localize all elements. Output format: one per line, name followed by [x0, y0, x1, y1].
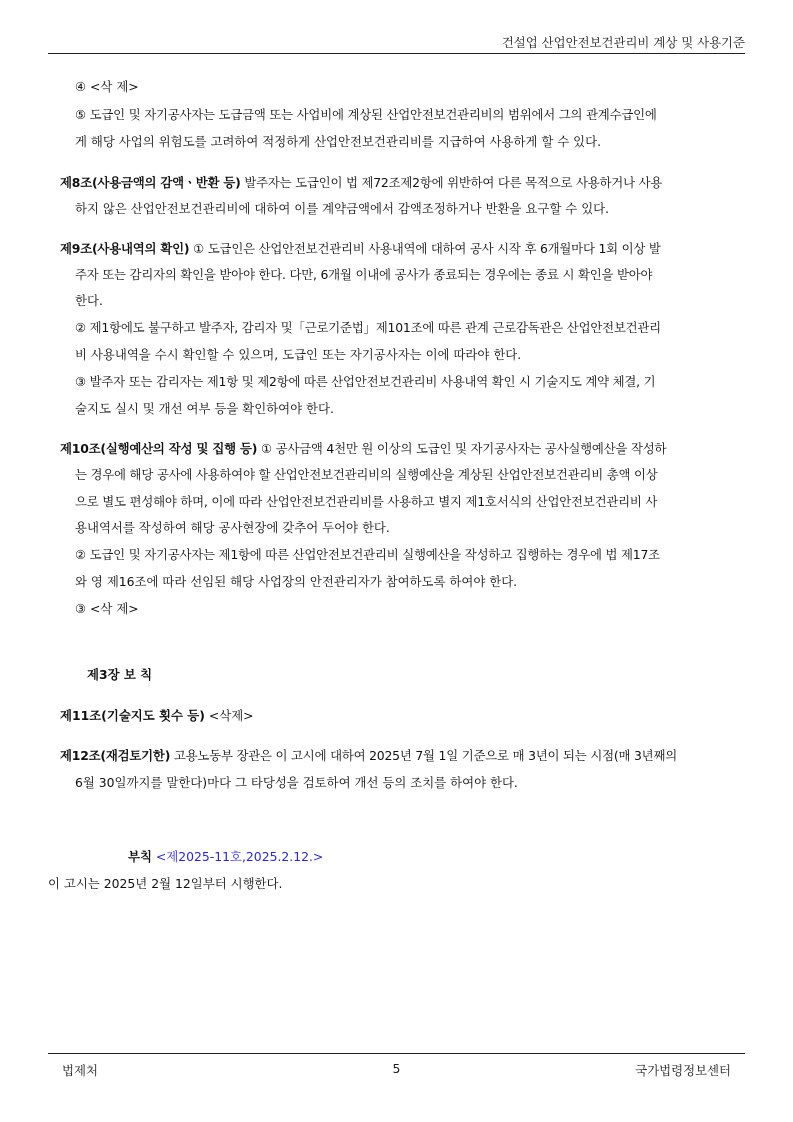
article8-text: 발주자는 도급인이 법 제72조제2항에 위반하여 다른 목적으로 사용하거나 사용 [240, 175, 663, 190]
article10-para2-line1: ② 도급인 및 자기공사자는 제1항에 따른 산업안전보건관리비 실행예산을 작성하고 집행하는 경우에 법 제17조 [75, 547, 660, 562]
article9-para2-line2: 비 사용내역을 수시 확인할 수 있으며, 도급인 또는 자기공사자는 이에 따라야 한다. [75, 347, 522, 362]
article8-line1 [60, 174, 662, 192]
article9-line2: 주자 또는 감리자의 확인을 받아야 한다. 다만, 6개월 이내에 공사가 종료되는 경우에는 종료 시 확인을 받아야 [75, 267, 653, 282]
article10-title: 제10조(실행예산의 작성 및 집행 등) [60, 441, 258, 456]
article8-title: 제8조(사용금액의 감액ㆍ반환 등) [60, 175, 241, 190]
article10-line4: 용내역서를 작성하여 해당 공사현장에 갖추어 두어야 한다. [75, 520, 390, 535]
article7-item5-line2: 게 해당 사업의 위험도를 고려하여 적정하게 산업안전보건관리비를 지급하여 사용하게 할 수 있다. [75, 134, 602, 149]
article12-line1 [60, 747, 677, 765]
document-title: 건설업 산업안전보건관리비 계상 및 사용기준 [501, 35, 745, 50]
footer-source: 법제처 [62, 1063, 98, 1078]
article9-line1 [60, 240, 661, 258]
article9-line3: 한다. [75, 293, 103, 308]
addendum-title: 부칙 [128, 849, 152, 864]
page-number: 5 [392, 1061, 401, 1076]
article12-title: 제12조(재검토기한) [60, 748, 171, 763]
article10-text: ① 공사금액 4천만 원 이상의 도급인 및 자기공사자는 공사실행예산을 작성하 [257, 441, 667, 456]
article10-line3: 으로 별도 편성해야 하며, 이에 따라 산업안전보건관리비를 사용하고 별지 제1호서식의 산업안전보건관리비 사 [75, 494, 658, 509]
article12-line2: 6월 30일까지를 말한다)마다 그 타당성을 검토하여 개선 등의 조치를 하여야 한다. [75, 775, 518, 790]
article12-text: 고용노동부 장관은 이 고시에 대하여 2025년 7월 1일 기준으로 매 3년이 되는 시점(매 3년째의 [170, 748, 677, 763]
header-divider [48, 53, 745, 54]
chapter3-heading: 제3장 보 칙 [87, 667, 153, 682]
addendum-text: 이 고시는 2025년 2월 12일부터 시행한다. [48, 876, 283, 891]
article7-item4: ④ <삭 제> [75, 79, 139, 94]
article9-para3-line2: 술지도 실시 및 개선 여부 등을 확인하여야 한다. [75, 401, 334, 416]
article10-line1 [60, 440, 666, 458]
article8-line2: 하지 않은 산업안전보건관리비에 대하여 이를 계약금액에서 감액조정하거나 반환을 요구할 수 있다. [75, 201, 610, 216]
article9-para2-line1: ② 제1항에도 불구하고 발주자, 감리자 및「근로기준법」제101조에 따른 관계 근로감독관은 산업안전보건관리 [75, 320, 661, 335]
footer-publisher: 국가법령정보센터 [635, 1063, 731, 1078]
article10-para2-line2: 와 영 제16조에 따라 선임된 해당 사업장의 안전관리자가 참여하도록 하여야 한다. [75, 574, 518, 589]
footer-divider [48, 1053, 745, 1054]
article11 [60, 707, 254, 725]
article9-para3-line1: ③ 발주자 또는 감리자는 제1항 및 제2항에 따른 산업안전보건관리비 사용내역 확인 시 기술지도 계약 체결, 기 [75, 374, 656, 389]
article10-line2: 는 경우에 해당 공사에 사용하여야 할 산업안전보건관리비의 실행예산을 계상된 산업안전보건관리비 총액 이상 [75, 467, 658, 482]
article10-para3: ③ <삭 제> [75, 601, 139, 616]
addendum-reference-link[interactable]: <제2025-11호,2025.2.12.> [151, 849, 324, 864]
article11-title: 제11조(기술지도 횟수 등) [60, 708, 205, 723]
addendum-heading [128, 848, 323, 866]
article9-text: ① 도급인은 산업안전보건관리비 사용내역에 대하여 공사 시작 후 6개월마다 1회 이상 발 [189, 241, 661, 256]
article7-item5-line1: ⑤ 도급인 및 자기공사자는 도급금액 또는 사업비에 계상된 산업안전보건관리비의 범위에서 그의 관계수급인에 [75, 107, 657, 122]
article11-note: <삭제> [204, 708, 254, 723]
article9-title: 제9조(사용내역의 확인) [60, 241, 190, 256]
